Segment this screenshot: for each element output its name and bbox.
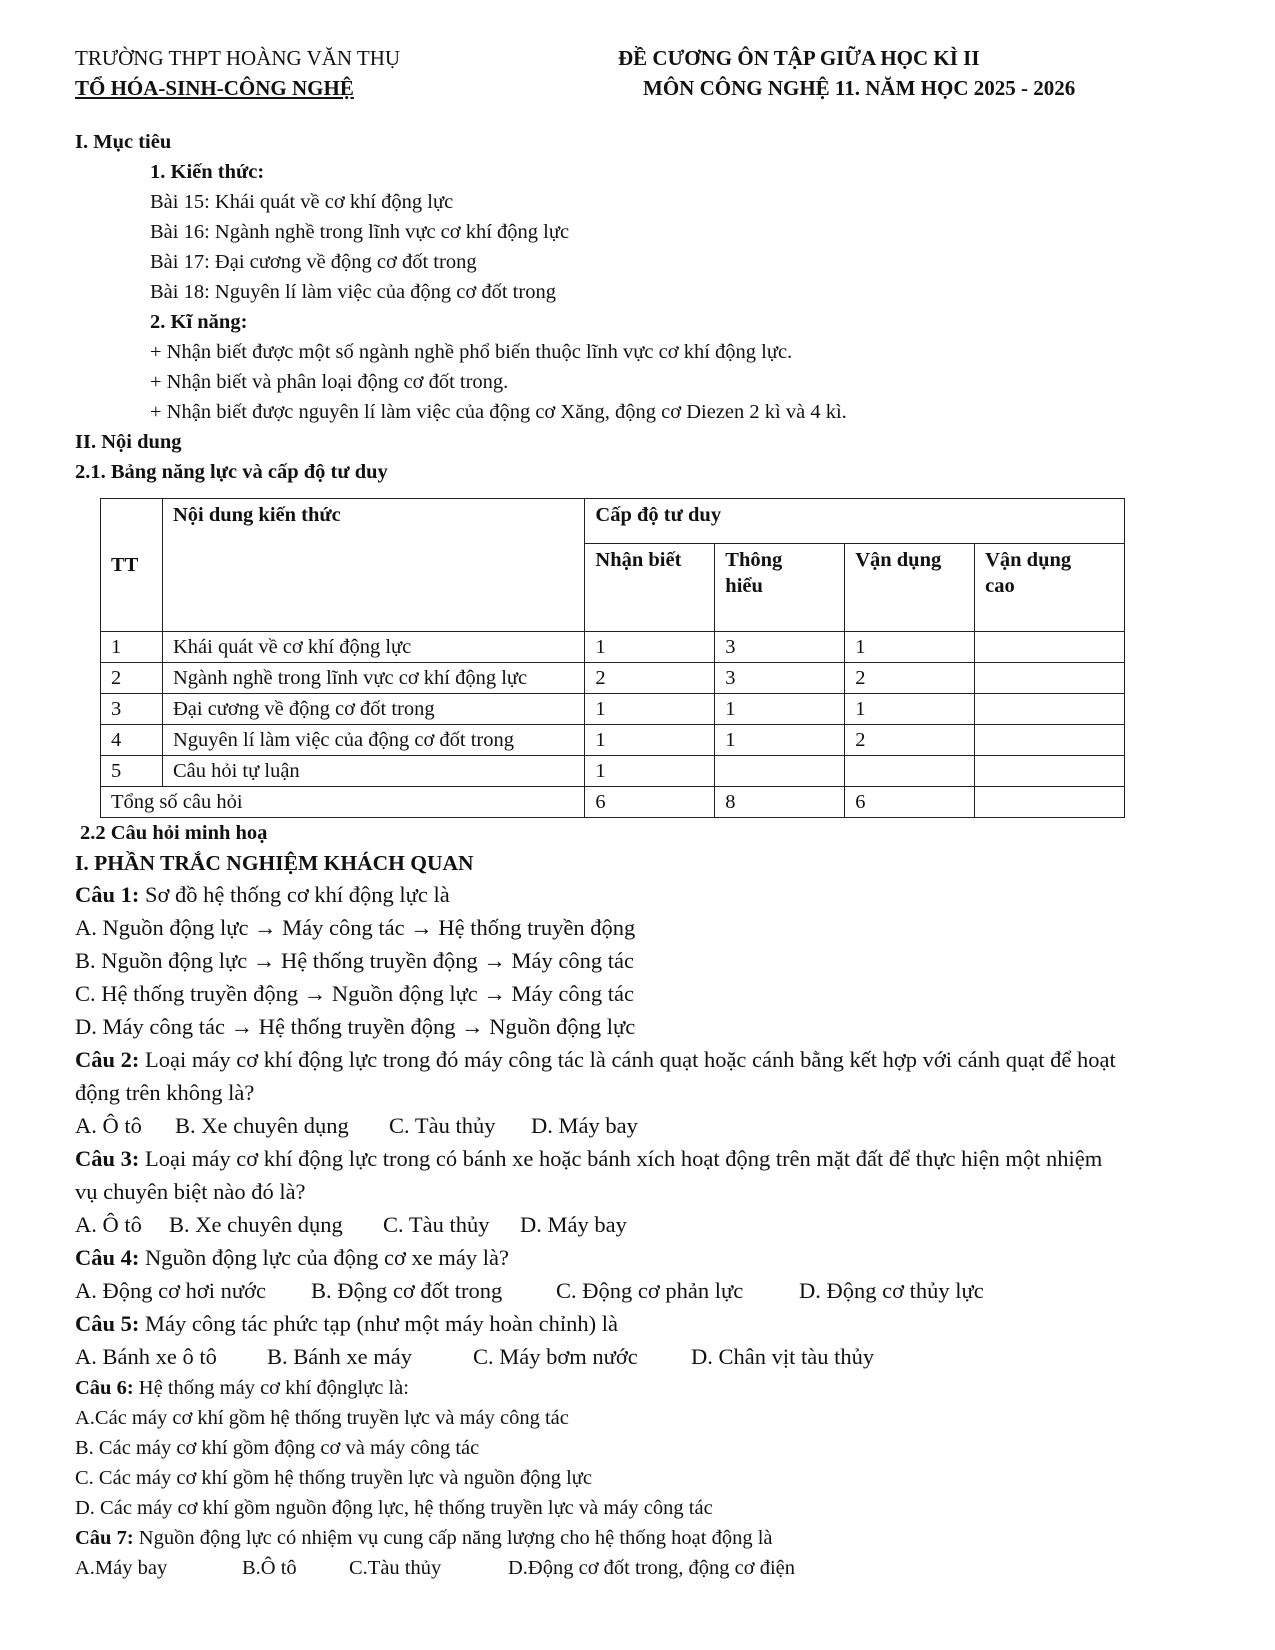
knowledge-item: Bài 16: Ngành nghề trong lĩnh vực cơ khí động lực	[150, 221, 570, 243]
answer-option: D. Động cơ thủy lực	[799, 1278, 984, 1303]
answer-option: B. Bánh xe máy	[267, 1344, 412, 1369]
cell-vd: 2	[845, 725, 975, 756]
cell-vdc	[975, 663, 1125, 694]
mcq-heading: I. PHẦN TRẮC NGHIỆM KHÁCH QUAN	[75, 851, 474, 875]
answer-option: C. Động cơ phản lực	[556, 1278, 744, 1303]
cell-content: Khái quát về cơ khí động lực	[162, 632, 584, 663]
table-row	[101, 632, 1125, 663]
knowledge-item: Bài 17: Đại cương về động cơ đốt trong	[150, 251, 477, 273]
answer-option: C. Tàu thủy	[389, 1113, 496, 1138]
answer-options-row	[0, 1109, 1275, 1142]
skill-item: + Nhận biết và phân loại động cơ đốt trong.	[150, 371, 509, 393]
cell-content: Nguyên lí làm việc của động cơ đốt trong	[162, 725, 584, 756]
cell-content: Ngành nghề trong lĩnh vực cơ khí động lực	[162, 663, 584, 694]
table-header-levels: Cấp độ tư duy	[585, 499, 1125, 544]
answer-option: C. Tàu thủy	[383, 1212, 490, 1237]
question-5: Câu 5: Máy công tác phức tạp (như một máy hoàn chỉnh) là	[75, 1311, 619, 1336]
cell-vd: 1	[845, 632, 975, 663]
table-header-level-2: Thông hiểu	[715, 544, 845, 632]
cell-vd: 1	[845, 694, 975, 725]
objectives-section	[0, 127, 1275, 487]
objectives-heading: I. Mục tiêu	[75, 131, 172, 153]
cell-tt: 1	[101, 632, 163, 663]
cell-vd	[845, 756, 975, 787]
cell-total-th: 8	[715, 787, 845, 818]
cell-nb: 1	[585, 725, 715, 756]
document-title: ĐỀ CƯƠNG ÔN TẬP GIỮA HỌC KÌ II	[618, 46, 980, 70]
knowledge-item: Bài 15: Khái quát về cơ khí động lực	[150, 191, 454, 213]
answer-option: A.Máy bay	[75, 1557, 168, 1579]
cell-content: Đại cương về động cơ đốt trong	[162, 694, 584, 725]
answer-option: A. Ô tô	[75, 1113, 142, 1138]
answer-options-row	[0, 1553, 1275, 1583]
question-7: Câu 7: Nguồn động lực có nhiệm vụ cung cấp năng lượng cho hệ thống hoạt động là	[75, 1527, 773, 1549]
answer-option: C. Các máy cơ khí gồm hệ thống truyền lực và nguồn động lực	[75, 1467, 592, 1489]
answer-option: A. Nguồn động lực → Máy công tác → Hệ thống truyền động	[75, 915, 636, 940]
answer-options-row	[0, 1274, 1275, 1307]
answer-option: B. Xe chuyên dụng	[175, 1113, 349, 1138]
answer-option: A. Bánh xe ô tô	[75, 1344, 217, 1369]
skill-item: + Nhận biết được một số ngành nghề phổ biến thuộc lĩnh vực cơ khí động lực.	[150, 341, 793, 363]
cell-nb: 2	[585, 663, 715, 694]
answer-options-row	[0, 1340, 1275, 1373]
table-header-level-4: Vận dụng cao	[975, 544, 1125, 632]
answer-option: D.Động cơ đốt trong, động cơ điện	[508, 1557, 795, 1579]
table-row	[101, 756, 1125, 787]
cell-content: Câu hỏi tự luận	[162, 756, 584, 787]
answer-option: C. Máy bơm nước	[473, 1344, 638, 1369]
answer-option: A. Động cơ hơi nước	[75, 1278, 266, 1303]
cell-vdc	[975, 632, 1125, 663]
cell-vdc	[975, 725, 1125, 756]
table-total-row	[101, 787, 1125, 818]
cell-th: 1	[715, 725, 845, 756]
answer-options-row	[0, 1208, 1275, 1241]
answer-option: B. Các máy cơ khí gồm động cơ và máy công tác	[75, 1437, 480, 1459]
examples-heading: 2.2 Câu hỏi minh hoạ	[80, 822, 268, 844]
answer-option: D. Các máy cơ khí gồm nguồn động lực, hệ thống truyền lực và máy công tác	[75, 1497, 713, 1519]
cell-vdc	[975, 694, 1125, 725]
answer-option: C. Hệ thống truyền động → Nguồn động lực → Máy công tác	[75, 981, 634, 1006]
table-heading: 2.1. Bảng năng lực và cấp độ tư duy	[75, 461, 388, 483]
answer-option: B.Ô tô	[242, 1557, 297, 1579]
cell-total-vd: 6	[845, 787, 975, 818]
cell-th: 1	[715, 694, 845, 725]
document-subtitle: MÔN CÔNG NGHỆ 11. NĂM HỌC 2025 - 2026	[643, 76, 1076, 100]
cell-th: 3	[715, 663, 845, 694]
content-heading: II. Nội dung	[75, 431, 182, 453]
answer-option: D. Máy bay	[520, 1212, 627, 1237]
question-3: Câu 3: Loại máy cơ khí động lực trong có bánh xe hoặc bánh xích hoạt động trên mặt đất để thực hiện một nhiệm vụ chuyên biệt nào đó là?	[75, 1146, 1103, 1204]
skills-heading: 2. Kĩ năng:	[150, 311, 248, 333]
cell-th: 3	[715, 632, 845, 663]
answer-option: D. Chân vịt tàu thủy	[691, 1344, 875, 1369]
cell-tt: 5	[101, 756, 163, 787]
table-header-level-1: Nhận biết	[585, 544, 715, 632]
answer-option: B. Xe chuyên dụng	[169, 1212, 343, 1237]
answer-option: B. Nguồn động lực → Hệ thống truyền động → Máy công tác	[75, 948, 634, 973]
cell-tt: 2	[101, 663, 163, 694]
cell-th	[715, 756, 845, 787]
knowledge-heading: 1. Kiến thức:	[150, 161, 265, 183]
department-name: TỔ HÓA-SINH-CÔNG NGHỆ	[75, 76, 354, 100]
cell-total-label: Tổng số câu hỏi	[101, 787, 585, 818]
cell-total-nb: 6	[585, 787, 715, 818]
cell-tt: 3	[101, 694, 163, 725]
answer-option: D. Máy công tác → Hệ thống truyền động → Nguồn động lực	[75, 1014, 636, 1039]
knowledge-item: Bài 18: Nguyên lí làm việc của động cơ đốt trong	[150, 281, 556, 303]
table-header-level-3: Vận dụng	[845, 544, 975, 632]
answer-option: C.Tàu thủy	[349, 1557, 442, 1579]
cell-vd: 2	[845, 663, 975, 694]
question-4: Câu 4: Nguồn động lực của động cơ xe máy là?	[75, 1245, 510, 1270]
competency-table	[100, 498, 1125, 818]
answer-option: A. Ô tô	[75, 1212, 142, 1237]
table-header-tt: TT	[101, 499, 163, 632]
answer-option: D. Máy bay	[531, 1113, 638, 1138]
cell-tt: 4	[101, 725, 163, 756]
table-row	[101, 663, 1125, 694]
table-header-content: Nội dung kiến thức	[162, 499, 584, 632]
school-name: TRƯỜNG THPT HOÀNG VĂN THỤ	[75, 46, 401, 70]
cell-nb: 1	[585, 694, 715, 725]
questions-section	[0, 818, 1275, 1583]
skill-item: + Nhận biết được nguyên lí làm việc của động cơ Xăng, động cơ Diezen 2 kì và 4 kì.	[150, 401, 847, 423]
table-row	[101, 694, 1125, 725]
question-6: Câu 6: Hệ thống máy cơ khí độnglực là:	[75, 1377, 409, 1399]
question-2: Câu 2: Loại máy cơ khí động lực trong đó máy công tác là cánh quạt hoặc cánh bằng kết hợp với cánh quạt để hoạt động trên không là?	[75, 1047, 1116, 1105]
cell-nb: 1	[585, 756, 715, 787]
cell-total-vdc	[975, 787, 1125, 818]
answer-option: B. Động cơ đốt trong	[311, 1278, 503, 1303]
cell-nb: 1	[585, 632, 715, 663]
table-row	[101, 725, 1125, 756]
answer-option: A.Các máy cơ khí gồm hệ thống truyền lực và máy công tác	[75, 1407, 569, 1429]
cell-vdc	[975, 756, 1125, 787]
question-1: Câu 1: Sơ đồ hệ thống cơ khí động lực là	[75, 882, 450, 907]
